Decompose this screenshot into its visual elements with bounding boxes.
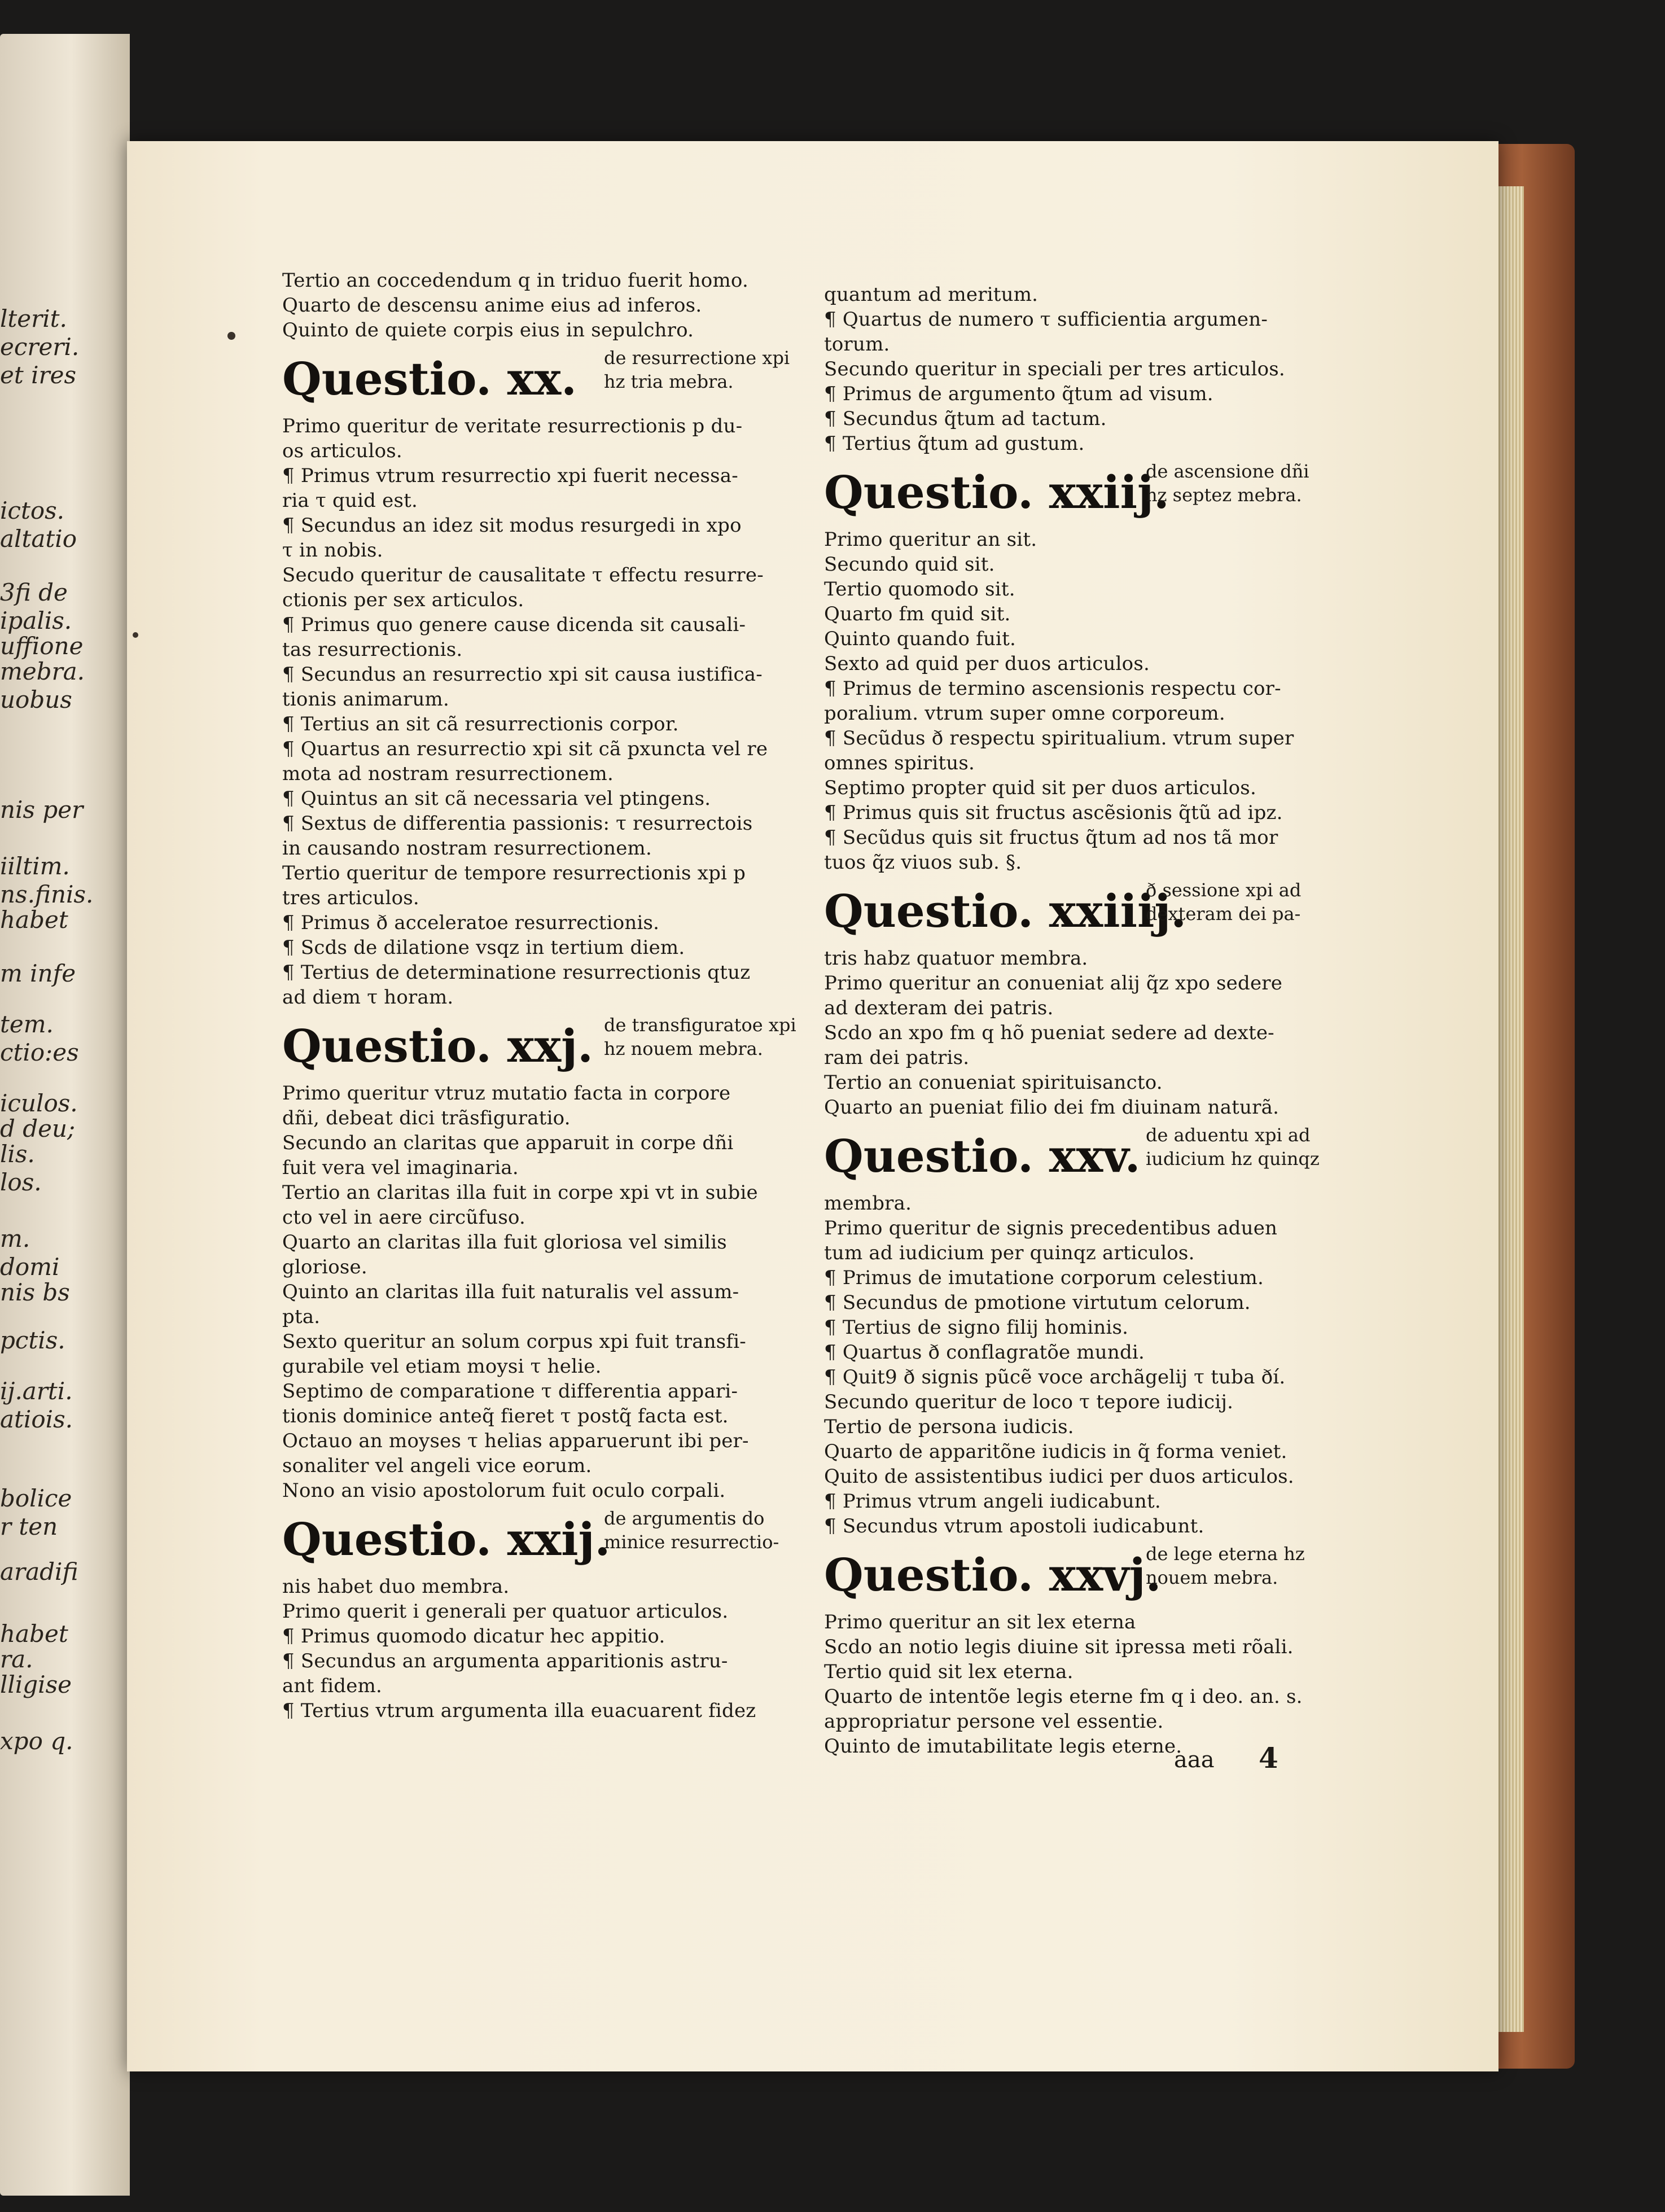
page-number: 4 [1259, 1741, 1278, 1775]
signature-mark: aaa [1174, 1747, 1215, 1773]
text-line: Secundo queritur de loco τ tepore iudicij. [824, 1391, 1234, 1413]
questio-title: Questio. xx. [282, 352, 577, 405]
text-line: ¶ Secundus an argumenta apparitionis astru- [282, 1650, 728, 1672]
text-line: Septimo propter quid sit per duos articulos. [824, 777, 1256, 799]
questio-description-line: hz nouem mebra. [604, 1038, 763, 1059]
questio-description-line: de ascensione dñi [1146, 461, 1309, 482]
margin-fragment: iculos. [0, 1089, 78, 1117]
text-line: tum ad iudicium per quinqz articulos. [824, 1242, 1195, 1264]
text-line: ¶ Primus quis sit fructus ascẽsionis q̃tũ ad ipz. [824, 801, 1283, 824]
margin-fragment: m. [0, 1225, 30, 1252]
margin-fragment: et ires [0, 361, 77, 389]
margin-fragment: lterit. [0, 305, 67, 332]
questio-heading [282, 346, 824, 413]
text-line: ¶ Primus ð acceleratoe resurrectionis. [282, 912, 660, 934]
text-line: Octauo an moyses τ helias apparuerunt ibi per- [282, 1430, 749, 1452]
margin-fragment: mebra. [0, 658, 85, 685]
text-line: Sexto ad quid per duos articulos. [824, 652, 1150, 675]
text-line: tris habz quatuor membra. [824, 947, 1088, 970]
text-line: ¶ Secũdus ð respectu spiritualium. vtrum super [824, 727, 1294, 750]
margin-fragment: nis bs [0, 1278, 70, 1306]
margin-fragment: domi [0, 1253, 60, 1281]
questio-description [1146, 459, 1366, 507]
text-line: ¶ Quartus de numero τ sufficientia argumen- [824, 308, 1268, 331]
margin-fragment: los. [0, 1168, 42, 1196]
margin-fragment: nis per [0, 796, 84, 824]
margin-fragment: bolice [0, 1484, 72, 1512]
text-line: tuos q̃z viuos sub. §. [824, 851, 1022, 874]
text-line: ¶ Primus quo genere cause dicenda sit causali- [282, 614, 746, 636]
questio-title: Questio. xxvj. [824, 1548, 1162, 1601]
margin-fragment: 3fi de [0, 579, 68, 606]
text-line: Tertio an claritas illa fuit in corpe xpi vt in subie [282, 1181, 758, 1204]
questio-description-line: de resurrectione xpi [604, 347, 790, 369]
text-line: Primo queritur de signis precedentibus aduen [824, 1217, 1278, 1239]
questio-heading [824, 1542, 1366, 1609]
text-line: Secundo quid sit. [824, 553, 995, 576]
margin-fragment: ctio:es [0, 1039, 79, 1066]
margin-fragment: xpo q. [0, 1727, 73, 1755]
ink-spot [133, 632, 138, 638]
text-line: Quarto an claritas illa fuit gloriosa vel similis [282, 1231, 727, 1254]
questio-description [1146, 1123, 1366, 1171]
questio-title: Questio. xxiiij. [824, 884, 1187, 938]
margin-fragment: uobus [0, 686, 72, 713]
text-line: ¶ Primus vtrum angeli iudicabunt. [824, 1490, 1161, 1513]
questio-description-line: hz septez mebra. [1146, 484, 1302, 506]
text-line: Scdo an notio legis diuine sit ipressa meti rõali. [824, 1636, 1294, 1658]
text-line: in causando nostram resurrectionem. [282, 837, 652, 860]
questio-title: Questio. xxv. [824, 1129, 1141, 1182]
questio-description [1146, 878, 1366, 926]
text-line: ¶ Tertius de determinatione resurrectionis qtuz [282, 961, 751, 984]
questio-description-line: de lege eterna hz [1146, 1543, 1305, 1565]
margin-fragment: altatio [0, 525, 77, 553]
text-line: ¶ Tertius de signo filij hominis. [824, 1316, 1129, 1339]
text-line: Quinto quando fuit. [824, 628, 1016, 650]
questio-heading [282, 1013, 824, 1080]
text-line: ¶ Quartus an resurrectio xpi sit cã pxuncta vel re [282, 738, 768, 760]
text-line: mota ad nostram resurrectionem. [282, 763, 614, 785]
questio-heading [824, 459, 1366, 526]
text-line: Quinto de quiete corpis eius in sepulchro. [282, 319, 694, 341]
text-line: appropriatur persone vel essentie. [824, 1710, 1164, 1733]
margin-fragment: habet [0, 906, 68, 934]
text-line: Tertio an coccedendum q in triduo fuerit homo. [282, 269, 748, 292]
margin-fragment: ns.finis. [0, 881, 94, 908]
text-line: Quarto de apparitõne iudicis in q̃ forma veniet. [824, 1440, 1287, 1463]
questio-description-line: hz tria mebra. [604, 371, 734, 392]
margin-fragment: ij.arti. [0, 1377, 73, 1405]
text-line: ¶ Secũdus quis sit fructus q̃tum ad nos tã mor [824, 826, 1278, 849]
margin-fragment: r ten [0, 1513, 58, 1540]
questio-description-line: de aduentu xpi ad [1146, 1124, 1311, 1146]
text-line: tres articulos. [282, 887, 419, 909]
text-line: Septimo de comparatione τ differentia appari- [282, 1380, 738, 1403]
questio-title: Questio. xxiij. [824, 466, 1169, 519]
questio-description [604, 346, 824, 393]
text-line: ¶ Primus de argumento q̃tum ad visum. [824, 383, 1213, 405]
text-line: ¶ Secundus de pmotione virtutum celorum. [824, 1291, 1251, 1314]
text-line: Tertio quid sit lex eterna. [824, 1661, 1074, 1683]
text-line: ¶ Sextus de differentia passionis: τ resurrectois [282, 812, 753, 835]
text-line: Quarto fm quid sit. [824, 603, 1011, 625]
text-line: Tertio queritur de tempore resurrectionis xpi p [282, 862, 746, 884]
margin-fragment: aradifi [0, 1558, 78, 1585]
text-line: ¶ Primus de imutatione corporum celestium. [824, 1267, 1264, 1289]
text-line: Primo queritur an sit. [824, 528, 1037, 551]
questio-description-line: minice resurrectio- [604, 1531, 779, 1553]
text-line: cto vel in aere circũfuso. [282, 1206, 526, 1229]
margin-fragment: lis. [0, 1140, 35, 1168]
margin-fragment: lligise [0, 1671, 72, 1698]
text-line: Secudo queritur de causalitate τ effectu resurre- [282, 564, 764, 586]
text-line: tionis dominice anteq̃ fieret τ postq̃ facta est. [282, 1405, 729, 1427]
text-line: Nono an visio apostolorum fuit oculo corpali. [282, 1479, 726, 1502]
text-line: ¶ Primus vtrum resurrectio xpi fuerit necessa- [282, 465, 738, 487]
questio-description-line: de argumentis do [604, 1508, 765, 1529]
text-line: gloriose. [282, 1256, 367, 1278]
text-line: ¶ Scds de dilatione vsqz in tertium diem. [282, 936, 685, 959]
text-line: Quinto an claritas illa fuit naturalis vel assum- [282, 1281, 739, 1303]
ink-spot [227, 332, 235, 340]
margin-fragment: ictos. [0, 497, 65, 524]
text-line: poralium. vtrum super omne corporeum. [824, 702, 1225, 725]
right-text-column [824, 282, 1366, 1759]
questio-description-line: ð sessione xpi ad [1146, 879, 1302, 901]
text-line: ¶ Primus quomodo dicatur hec appitio. [282, 1625, 665, 1648]
text-line: ¶ Primus de termino ascensionis respectu cor- [824, 677, 1281, 700]
text-line: dñi, debeat dici trãsfiguratio. [282, 1107, 571, 1129]
margin-fragment: pctis. [0, 1326, 65, 1354]
questio-description-line: iudicium hz quinqz [1146, 1148, 1320, 1169]
text-line: ¶ Secundus an resurrectio xpi sit causa iustifica- [282, 663, 763, 686]
text-line: sonaliter vel angeli vice eorum. [282, 1455, 592, 1477]
text-line: τ in nobis. [282, 539, 383, 562]
questio-heading [282, 1506, 824, 1573]
margin-fragment: m infe [0, 960, 76, 987]
left-text-column [282, 268, 824, 1723]
margin-fragment: ipalis. [0, 607, 72, 634]
questio-description-line: nouem mebra. [1146, 1567, 1278, 1588]
margin-fragment: d deu; [0, 1115, 76, 1142]
margin-fragment: tem. [0, 1010, 54, 1038]
text-line: ¶ Quintus an sit cã necessaria vel ptingens. [282, 787, 711, 810]
text-line: ad diem τ horam. [282, 986, 454, 1009]
text-line: ria τ quid est. [282, 489, 418, 512]
text-line: ¶ Tertius q̃tum ad gustum. [824, 432, 1085, 455]
text-line: ¶ Tertius vtrum argumenta illa euacuarent fidez [282, 1699, 756, 1722]
text-line: Primo queritur de veritate resurrectionis p du- [282, 415, 743, 437]
questio-description [604, 1506, 824, 1554]
text-line: Sexto queritur an solum corpus xpi fuit transfi- [282, 1330, 746, 1353]
text-line: ¶ Quit9 ð signis pũcẽ voce archãgelij τ tuba ðí. [824, 1366, 1286, 1388]
text-line: ram dei patris. [824, 1046, 970, 1069]
text-line: Secundo queritur in speciali per tres articulos. [824, 358, 1285, 380]
text-line: Quinto de imutabilitate legis eterne. [824, 1735, 1182, 1758]
text-line: tas resurrectionis. [282, 638, 463, 661]
text-line: membra. [824, 1192, 912, 1215]
text-line: Scdo an xpo fm q hõ pueniat sedere ad dexte- [824, 1022, 1274, 1044]
text-line: ¶ Secundus q̃tum ad tactum. [824, 408, 1107, 430]
text-line: ¶ Tertius an sit cã resurrectionis corpor. [282, 713, 679, 735]
text-line: Secundo an claritas que apparuit in corpe dñi [282, 1132, 734, 1154]
text-line: fuit vera vel imaginaria. [282, 1157, 519, 1179]
text-line: Quarto de intentõe legis eterne fm q i deo. an. s. [824, 1685, 1303, 1708]
margin-fragment: iiltim. [0, 852, 70, 880]
text-line: quantum ad meritum. [824, 283, 1039, 306]
questio-description [604, 1013, 824, 1061]
text-line: gurabile vel etiam moysi τ helie. [282, 1355, 602, 1378]
text-line: torum. [824, 333, 890, 356]
text-line: Quarto an pueniat filio dei fm diuinam naturã. [824, 1096, 1280, 1119]
text-line: nis habet duo membra. [282, 1575, 510, 1598]
questio-description [1146, 1542, 1366, 1589]
text-line: Primo queritur an conueniat alij q̃z xpo sedere [824, 972, 1283, 995]
text-line: tionis animarum. [282, 688, 449, 711]
text-line: pta. [282, 1306, 321, 1328]
questio-description-line: de transfiguratoe xpi [604, 1014, 796, 1036]
text-line: Primo queritur an sit lex eterna [824, 1611, 1136, 1633]
margin-fragment: atiois. [0, 1405, 73, 1433]
text-line: os articulos. [282, 440, 402, 462]
text-line: ant fidem. [282, 1675, 383, 1697]
questio-description-line: dexteram dei pa- [1146, 903, 1301, 925]
text-line: ctionis per sex articulos. [282, 589, 524, 611]
margin-fragment: ra. [0, 1645, 33, 1673]
text-line: ¶ Secundus an idez sit modus resurgedi in xpo [282, 514, 742, 537]
text-line: Primo queritur vtruz mutatio facta in corpore [282, 1082, 731, 1105]
text-line: ¶ Secundus vtrum apostoli iudicabunt. [824, 1515, 1204, 1538]
margin-fragment: habet [0, 1620, 68, 1648]
text-line: Tertio de persona iudicis. [824, 1416, 1074, 1438]
margin-fragment: ecreri. [0, 333, 80, 361]
text-line: Tertio an conueniat spirituisancto. [824, 1071, 1163, 1094]
text-line: Primo querit i generali per quatuor articulos. [282, 1600, 729, 1623]
questio-title: Questio. xxij. [282, 1513, 611, 1566]
text-line: Quito de assistentibus iudici per duos articulos. [824, 1465, 1294, 1488]
questio-heading [824, 1123, 1366, 1190]
text-line: ad dexteram dei patris. [824, 997, 1054, 1019]
text-line: Quarto de descensu anime eius ad inferos. [282, 294, 702, 317]
margin-fragment: uffione [0, 632, 84, 660]
questio-title: Questio. xxj. [282, 1019, 593, 1072]
text-line: ¶ Quartus ð conflagratõe mundi. [824, 1341, 1145, 1364]
text-line: omnes spiritus. [824, 752, 975, 774]
text-line: Tertio quomodo sit. [824, 578, 1015, 601]
questio-heading [824, 878, 1366, 945]
